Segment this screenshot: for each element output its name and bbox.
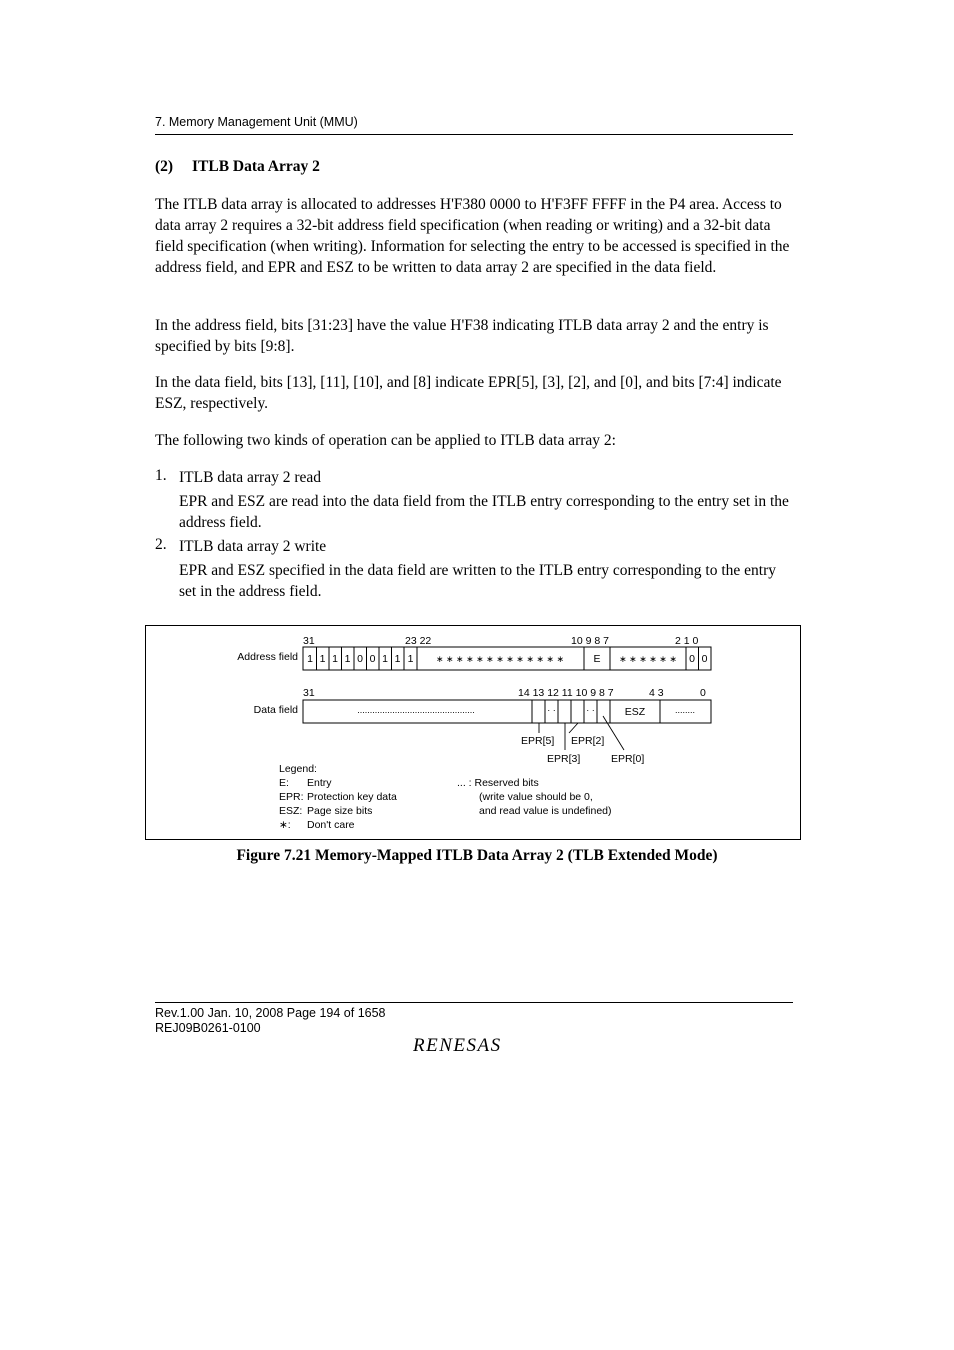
footer-doc-number: REJ09B0261-0100: [155, 1021, 261, 1035]
legend-key: EPR:: [279, 791, 304, 803]
data-reserved-bits: ...............................................: [357, 705, 475, 715]
address-field-label: Address field: [237, 651, 298, 663]
data-reserved-bit: · ·: [586, 705, 595, 715]
epr-label: EPR[3]: [547, 753, 581, 765]
addr-bit-label: 10 9 8 7: [571, 635, 609, 647]
addr-fixed-bit: 0: [357, 653, 363, 665]
section-title: ITLB Data Array 2: [192, 158, 320, 175]
legend-reserved-note: (write value should be 0,: [479, 791, 593, 803]
data-bit-label: 31: [303, 687, 315, 699]
list-item-title: ITLB data array 2 write: [179, 538, 327, 555]
footer-revision: Rev.1.00 Jan. 10, 2008 Page 194 of 1658: [155, 1006, 386, 1020]
addr-dontcare-bits: ∗ ∗ ∗ ∗ ∗ ∗: [619, 654, 677, 664]
data-esz-bits: ESZ: [624, 706, 646, 718]
addr-fixed-bit: 1: [332, 653, 338, 665]
paragraph-operations: The following two kinds of operation can be applied to ITLB data array 2:: [155, 432, 616, 449]
paragraph-allocation: The ITLB data array is allocated to addresses H'F380 0000 to H'F3FF FFFF in the P4 area. Access to data array 2 requires a 32-bit address field specification (when reading or writing) and a 32-bit data field specification (when writing). Information for selecting the entry to be accessed is specified in the address field, and EPR and ESZ to be written to data array 2 are specified in the data field.: [155, 196, 790, 276]
epr-label: EPR[0]: [611, 753, 645, 765]
section-number: (2): [155, 158, 174, 175]
renesas-logo: [413, 1034, 535, 1054]
data-field-label: Data field: [253, 704, 298, 716]
legend-key: ∗:: [279, 819, 291, 831]
addr-fixed-bit: 0: [369, 653, 376, 665]
addr-bit-label: 23 22: [405, 635, 432, 647]
legend-reserved-note: and read value is undefined): [479, 805, 612, 817]
data-reserved-bits: ........: [674, 705, 696, 715]
data-bit-label: 0: [700, 687, 706, 699]
list-item-number: 2.: [155, 536, 167, 553]
figure-caption: Figure 7.21 Memory-Mapped ITLB Data Array 2 (TLB Extended Mode): [236, 847, 718, 864]
legend-reserved: ... : Reserved bits: [457, 777, 539, 789]
legend-title: Legend:: [279, 763, 317, 775]
epr-label: EPR[5]: [521, 735, 555, 747]
data-reserved-bit: · ·: [547, 705, 556, 715]
renesas-logo-text: RENESAS: [413, 1035, 502, 1054]
addr-bit-label: 31: [303, 635, 315, 647]
running-header: 7. Memory Management Unit (MMU): [155, 115, 358, 129]
addr-bit-label: 2 1 0: [675, 635, 699, 647]
legend-value: Page size bits: [307, 805, 373, 817]
addr-fixed-bit: 1: [382, 653, 388, 665]
paragraph-data-field: In the data field, bits [13], [11], [10], and [8] indicate EPR[5], [3], [2], and [0], and bits [7:4] indicate ESZ, respectively.: [155, 374, 782, 412]
data-bit-label: 4 3: [649, 687, 664, 699]
legend-value: Entry: [307, 777, 332, 789]
legend-key: ESZ:: [279, 805, 303, 817]
addr-dontcare-bits: ∗ ∗ ∗ ∗ ∗ ∗ ∗ ∗ ∗ ∗ ∗ ∗ ∗: [435, 654, 565, 664]
addr-entry-bits: E: [593, 653, 601, 665]
addr-fixed-bit: 1: [394, 653, 401, 665]
addr-fixed-bit: 1: [319, 653, 326, 665]
addr-fixed-bit: 1: [407, 653, 414, 665]
list-item-title: ITLB data array 2 read: [179, 469, 322, 486]
data-bit-label: 14 13 12 11 10 9 8 7: [518, 687, 614, 699]
addr-fixed-bit: 1: [344, 653, 351, 665]
paragraph-address-field: In the address field, bits [31:23] have the value H'F38 indicating ITLB data array 2 and the entry is specified by bits [9:8].: [155, 317, 769, 355]
list-item-description: EPR and ESZ are read into the data field from the ITLB entry corresponding to the entry set in the address field.: [179, 493, 789, 531]
legend-value: Protection key data: [307, 791, 397, 803]
legend-value: Don't care: [307, 819, 355, 831]
footer-rule: [155, 1002, 793, 1003]
list-item-number: 1.: [155, 467, 167, 484]
addr-fixed-bit: 1: [307, 653, 313, 665]
epr-label: EPR[2]: [571, 735, 605, 747]
addr-low-bit: 0: [701, 653, 708, 665]
list-item-description: EPR and ESZ specified in the data field are written to the ITLB entry corresponding to the entry set in the address field.: [179, 562, 777, 600]
legend-key: E:: [279, 777, 289, 789]
addr-low-bit: 0: [689, 653, 695, 665]
